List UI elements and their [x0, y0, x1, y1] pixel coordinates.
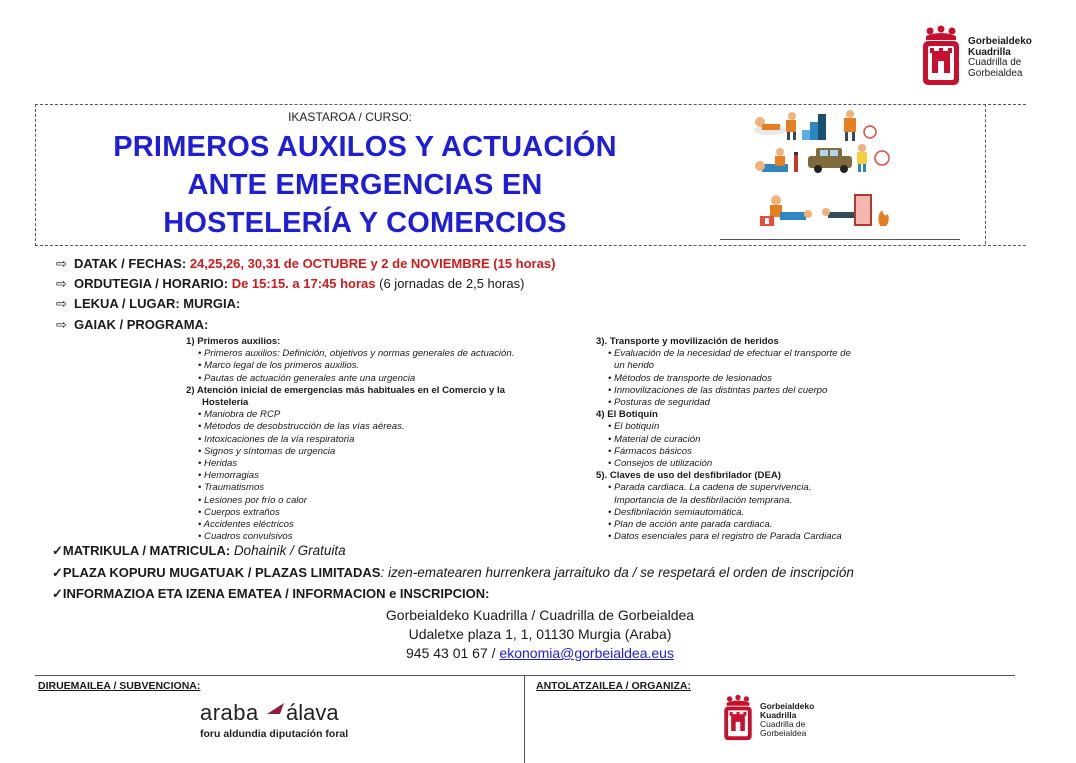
program-item: • Inmovilizaciones de las distintas partes del cuerpo [608, 384, 828, 396]
program-item: un herido [614, 360, 655, 372]
program-item: • Lesiones por frío o calor [198, 494, 307, 506]
program-line: ⇨ GAIAK / PROGRAMA: [56, 317, 209, 332]
program-item: • Consejos de utilización [608, 458, 713, 470]
cuadrilla-logo-text: Gorbeialdeko Kuadrilla Cuadrilla de Gorbeialdea [968, 36, 1032, 79]
contact-phone-email: 945 43 01 67 / ekonomia@gorbeialdea.eus [406, 645, 674, 661]
program-item: 2) Atención inicial de emergencias más habituales en el Comercio y la [186, 384, 506, 396]
checkmark-icon: ✓ [52, 543, 63, 558]
program-item: Importancia de la desfibrilación temprana. [614, 494, 793, 506]
program-item: • Signos y síntomas de urgencia [198, 445, 336, 457]
program-item: Hostelería [202, 397, 249, 409]
program-item: • Parada cardiaca. La cadena de supervivencia. [608, 482, 812, 494]
header-frame-right [985, 104, 986, 244]
cuadrilla-shield-icon [920, 25, 962, 87]
program-item: • Intoxicaciones de la vía respiratoria [198, 433, 355, 445]
program-item: • Cuadros convulsivos [198, 531, 293, 543]
program-item: • Traumatismos [198, 482, 265, 494]
program-item: • Fármacos básicos [608, 445, 692, 457]
cuadrilla-shield-icon [722, 692, 754, 744]
first-aid-illustration [720, 108, 960, 240]
organizer-logo-text: Gorbeialdeko Kuadrilla Cuadrilla de Gorbeialdea [760, 701, 815, 738]
contact-address: Udaletxe plaza 1, 1, 01130 Murgia (Araba) [408, 626, 672, 642]
program-item: • Primeros auxilios: Definición, objetivos y normas generales de actuación. [198, 348, 515, 360]
contact-block [330, 606, 750, 663]
araba-alava-logo: araba álava foru aldundia diputación foral [200, 700, 349, 740]
program-item: 4) El Botiquín [596, 409, 658, 421]
info-line: ✓INFORMAZIOA ETA IZENA EMATEA / INFORMACION e INSCRIPCION: [52, 586, 490, 601]
dates-line: ⇨ DATAK / FECHAS: 24,25,26, 30,31 de OCTUBRE y 2 de NOVIEMBRE (15 horas) [56, 256, 556, 271]
program-item: • Hemorragias [198, 470, 259, 482]
program-item: • Cuerpos extraños [198, 506, 280, 518]
program-item: • Métodos de transporte de lesionados [608, 372, 772, 384]
program-item: 3). Transporte y movilización de heridos [596, 336, 779, 347]
contact-org: Gorbeialdeko Kuadrilla / Cuadrilla de Gorbeialdea [385, 607, 695, 623]
program-item: • Datos esenciales para el registro de Parada Cardiaca [608, 531, 842, 543]
arrow-right-icon: ⇨ [56, 317, 67, 332]
contact-email-link[interactable]: ekonomia@gorbeialdea.eus [499, 645, 674, 661]
organizer-logo [722, 692, 842, 748]
checkmark-icon: ✓ [52, 586, 63, 601]
program-item: • Material de curación [608, 433, 701, 445]
footer-vertical-divider [524, 675, 525, 763]
places-line: ✓PLAZA KOPURU MUGATUAK / PLAZAS LIMITADAS: izen-ematearen hurrenkera jarraituko da / se respetará el orden de inscripción [52, 565, 854, 580]
arrow-right-icon: ⇨ [56, 296, 67, 311]
program-item: • Desfibrilación semiautomática. [608, 506, 745, 518]
course-title: PRIMEROS AUXILOS Y ACTUACIÓN ANTE EMERGENCIAS EN HOSTELERÍA Y COMERCIOS [113, 131, 617, 239]
course-label: IKASTAROA / CURSO: [288, 110, 412, 124]
program-item: • Pautas de actuación generales ante una urgencia [198, 372, 416, 384]
arrow-right-icon: ⇨ [56, 276, 67, 291]
program-item: 5). Claves de uso del desfibrilador (DEA) [596, 470, 781, 482]
schedule-line: ⇨ ORDUTEGIA / HORARIO: De 15:15. a 17:45 horas (6 jornadas de 2,5 horas) [56, 276, 525, 291]
arrow-right-icon: ⇨ [56, 256, 67, 271]
cuadrilla-logo [920, 25, 1050, 87]
program-item: 1) Primeros auxilios: [186, 336, 281, 347]
program-item: • Posturas de seguridad [608, 397, 711, 409]
program-item: • Plan de acción ante parada cardiaca. [608, 519, 773, 531]
araba-logo-mark-icon [266, 702, 286, 716]
program-right-column [596, 336, 916, 543]
program-item: • Métodos de desobstrucción de las vías aéreas. [198, 421, 405, 433]
subsidy-label: DIRUEMAILEA / SUBVENCIONA: [38, 680, 201, 692]
footer-divider [35, 675, 1015, 676]
program-item: • El botiquín [608, 421, 660, 433]
program-item: • Accidentes eléctricos [198, 519, 294, 531]
program-item: • Maniobra de RCP [198, 409, 281, 421]
program-item: • Marco legal de los primeros auxilios. [198, 360, 360, 372]
place-line: ⇨ LEKUA / LUGAR: MURGIA: [56, 296, 241, 311]
organizer-label: ANTOLATZAILEA / ORGANIZA: [536, 680, 691, 692]
checkmark-icon: ✓ [52, 565, 63, 580]
program-item: • Heridas [198, 458, 238, 470]
enrolment-line: ✓MATRIKULA / MATRICULA: Dohainik / Gratuita [52, 543, 346, 558]
program-item: • Evaluación de la necesidad de efectuar el transporte de [608, 348, 851, 360]
program-left-column [186, 336, 586, 543]
